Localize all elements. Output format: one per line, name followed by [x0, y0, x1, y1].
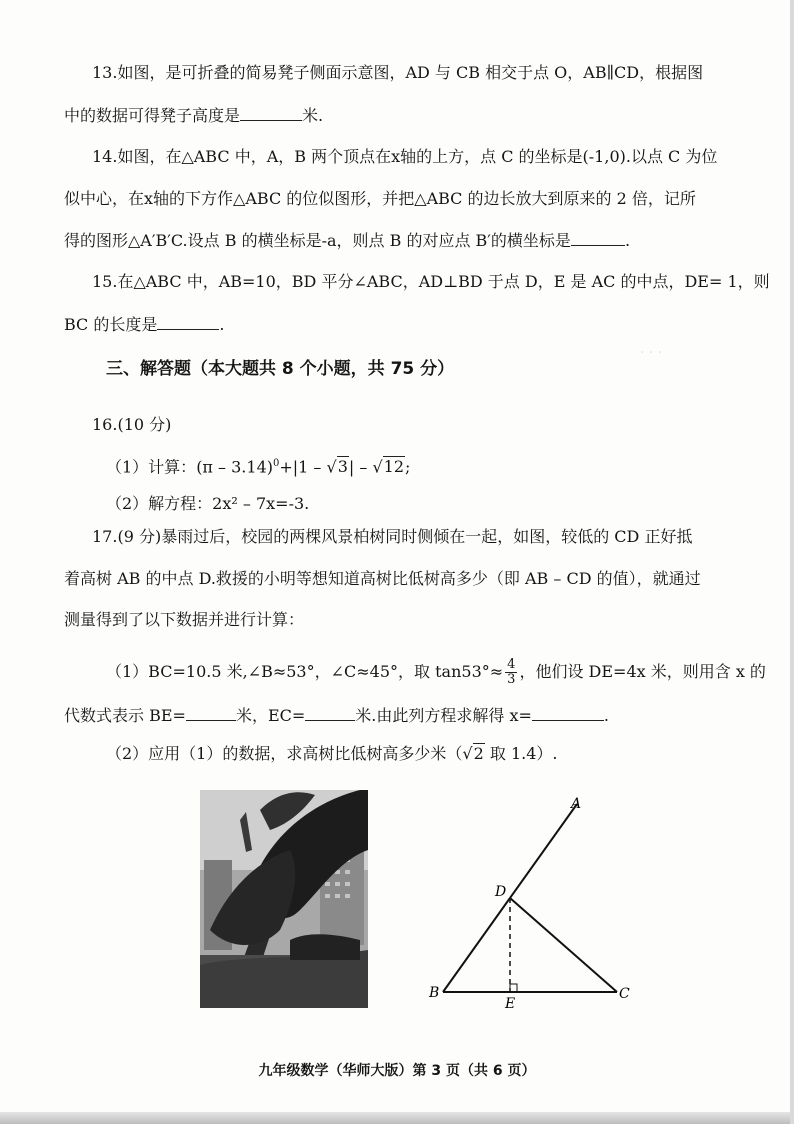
q17-part2-text: （2）应用（1）的数据，求高树比低树高多少米（: [106, 744, 463, 763]
scan-edge-right: [790, 0, 794, 1124]
scan-edge-bottom: [0, 1112, 794, 1124]
q17-x-label: 米.由此列方程求解得 x=: [355, 706, 532, 725]
q14-answer-blank: [571, 229, 625, 246]
q16-part2: （2）解方程：2x² – 7x=-3.: [106, 494, 310, 513]
q13-text: 中的数据可得凳子高度是: [64, 106, 241, 125]
q17-part2: （2）应用（1）的数据，求高树比低树高多少米（√2 取 1.4）.: [106, 744, 558, 763]
q17-ec-label: 米，EC=: [235, 706, 306, 725]
label-c: C: [619, 986, 630, 1002]
q14-line3: [64, 229, 744, 252]
q16-part1: （1）计算：(π – 3.14)$^0$+|1 – √3| – √12;: [106, 457, 411, 477]
fraction-numerator: 4: [507, 657, 516, 672]
q16-expr-a: (π – 3.14): [196, 457, 273, 477]
bleed-through: · · ·: [640, 345, 663, 361]
q16-sqrt12: 12: [383, 457, 405, 477]
photo-illustration: [200, 790, 368, 1008]
q17-ec-blank: [305, 704, 355, 721]
q14-text: 得的图形△A′B′C.设点 B 的横坐标是-a，则点 B 的对应点 B′的横坐标是: [64, 231, 571, 250]
q17-line2: 着高树 AB 的中点 D.救援的小明等想知道高树比低树高多少（即 AB – CD 的值），就通过: [64, 569, 701, 588]
q13-answer-blank: [240, 104, 302, 121]
triangle-svg: [425, 786, 635, 1012]
q17-part2-tail: 取 1.4）.: [484, 744, 558, 763]
q16-exponent: 0: [272, 458, 280, 469]
q17-line3: 测量得到了以下数据并进行计算：: [64, 610, 305, 629]
label-e: E: [505, 996, 516, 1012]
page-footer: 九年级数学（华师大版）第 3 页（共 6 页）: [258, 1063, 536, 1079]
q17-be-label: 代数式表示 BE=: [64, 706, 186, 725]
label-a: A: [571, 796, 582, 812]
label-b: B: [429, 985, 440, 1001]
q14-line1: 14.如图，在△ABC 中，A，B 两个顶点在x轴的上方，点 C 的坐标是(-1,0).以点 C 为位: [92, 147, 718, 166]
q13-line1: 13.如图，是可折叠的简易凳子侧面示意图，AD 与 CB 相交于点 O，AB∥CD，根据图: [92, 63, 704, 82]
right-angle-mark: [510, 984, 517, 992]
fraction-denominator: 3: [507, 672, 516, 687]
q17-part1: [106, 652, 786, 692]
q14-end: .: [624, 231, 631, 250]
q15-text: BC 的长度是: [64, 315, 158, 334]
q14-line2: 似中心，在x轴的下方作△ABC 的位似图形，并把△ABC 的边长放大到原来的 2 倍，记所: [64, 189, 696, 208]
fraction-4-3: [505, 658, 517, 687]
line-dc: [510, 898, 617, 992]
q13-unit: 米.: [302, 106, 324, 125]
q17-be-blank: [186, 704, 236, 721]
q16-expr-end: ;: [405, 457, 411, 477]
section-3-title: 三、解答题（本大题共 8 个小题，共 75 分）: [106, 359, 455, 379]
q17-x-blank: [532, 704, 604, 721]
q16-expr-c: | –: [348, 457, 373, 477]
q17-part1-tail: ，他们设 DE=4x 米，则用含 x 的: [519, 662, 766, 681]
q15-answer-blank: [157, 313, 219, 330]
q15-end: .: [219, 315, 225, 334]
q16-expr-b: +|1 –: [279, 457, 327, 477]
triangle-diagram: [425, 786, 635, 1012]
q17-part1-text: （1）BC=10.5 米,∠B≈53°，∠C≈45°，取 tan53°≈: [106, 662, 504, 681]
q15-line2: [64, 313, 744, 336]
q15-line1: 15.在△ABC 中，AB=10，BD 平分∠ABC，AD⊥BD 于点 D，E 是 AC 的中点，DE= 1，则: [92, 272, 770, 291]
q17-line5-end: .: [603, 706, 609, 725]
q16-sqrt3: 3: [337, 457, 348, 477]
q13-line2: [64, 104, 744, 127]
q17-line5: [64, 704, 744, 727]
q16-part1-label: （1）计算：: [106, 457, 197, 477]
leaning-trees-photo: [200, 790, 368, 1008]
q17-line1: 17.(9 分)暴雨过后，校园的两棵风景柏树同时侧倾在一起，如图，较低的 CD 正好抵: [92, 527, 693, 546]
label-d: D: [495, 884, 507, 900]
q17-sqrt2: 2: [473, 744, 484, 763]
q16-header: 16.(10 分): [92, 415, 172, 434]
